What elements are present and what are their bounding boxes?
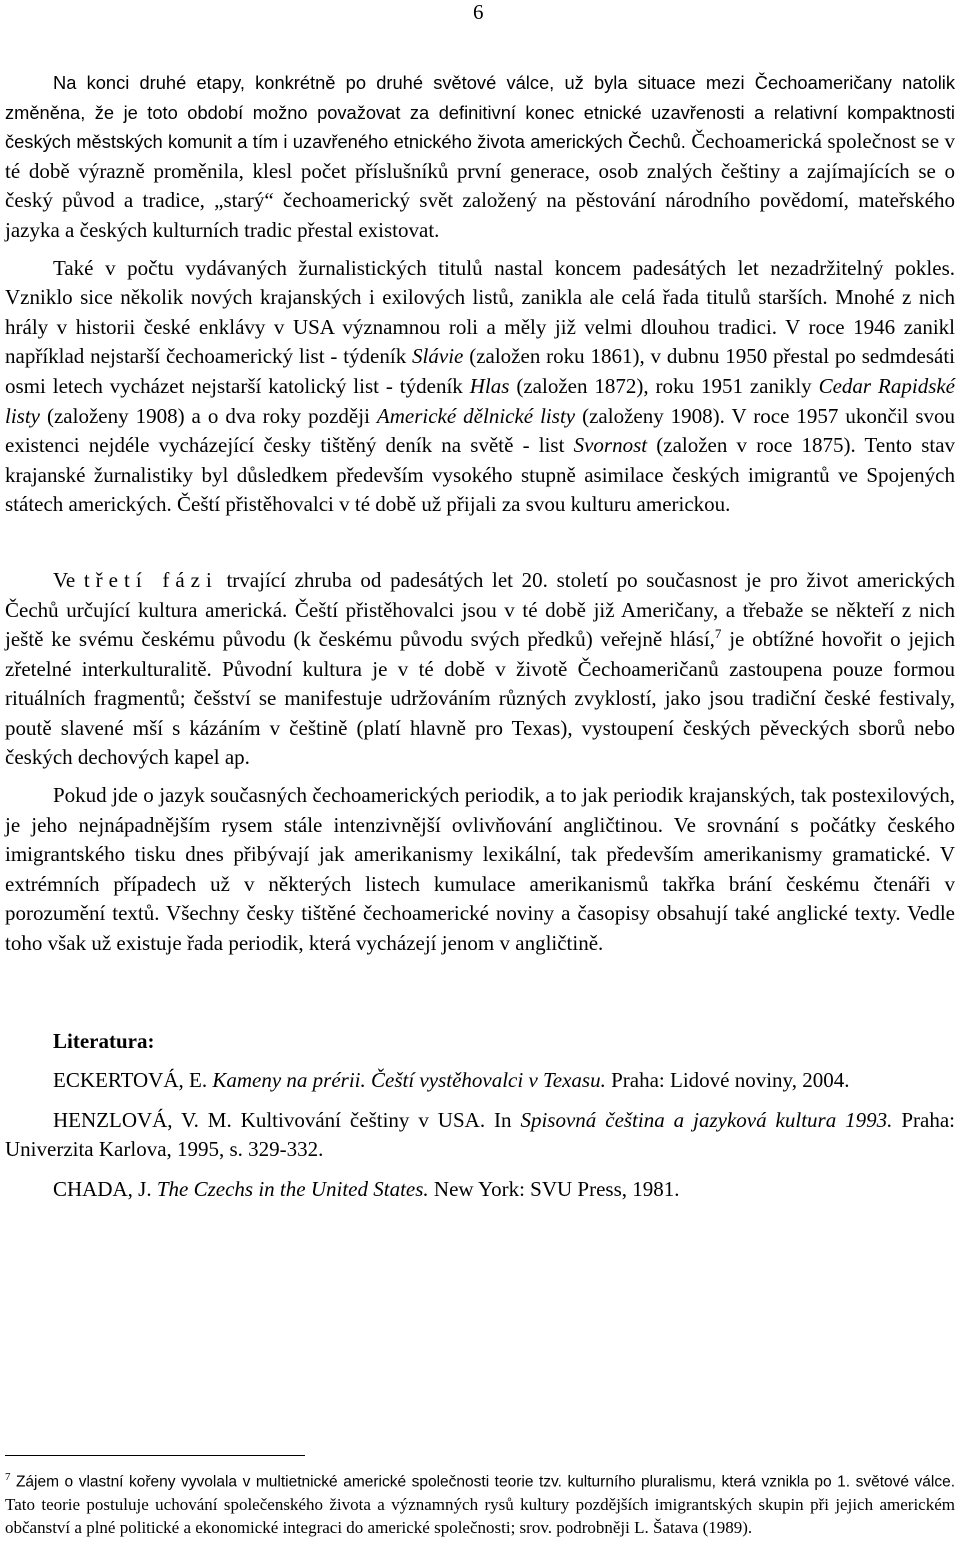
title-cedar-rapidske-listy: Cedar Rapidské listy — [5, 373, 956, 428]
reference-author: HENZLOVÁ, V. M. Kultivování češtiny v USA. In — [53, 1107, 512, 1132]
page-number: 6 — [473, 0, 484, 24]
paragraph-1 — [5, 68, 955, 246]
title-hlas: Hlas — [469, 373, 510, 398]
reference-title: Kameny na prérii. Čeští vystěhovalci v Texasu. — [212, 1068, 606, 1093]
reference-publisher: Praha: Lidové noviny, 2004. — [611, 1068, 850, 1093]
paragraph-2-text-a: Také v počtu vydávaných žurnalistických titulů nastal koncem padesátých let nezadržitelný pokles. Vzniklo sice několik nových krajanských i exilových listů, zanikla ale celá řada titulů starších. Mnohé z nich hrály v historii české enklávy v USA významnou roli a měly již velmi dlouhou tradici. V roce 1946 zanikl například nejstarší čechoamerický list - týdeník — [5, 255, 955, 369]
paragraph-2 — [5, 254, 955, 520]
paragraph-2-text-c: (založen 1872), roku 1951 zanikly — [516, 373, 812, 398]
reference-item — [5, 1175, 955, 1205]
reference-publisher: New York: SVU Press, 1981. — [433, 1177, 680, 1201]
reference-item — [5, 1106, 955, 1165]
reference-title: Spisovná čeština a jazyková kultura 1993. — [520, 1107, 893, 1132]
footnote-divider — [5, 1455, 305, 1456]
paragraph-2-text-e: (založeny 1908). V roce 1957 ukončil svou existenci nejdéle vycházející česky tištěný deník na světě - list — [5, 403, 956, 458]
reference-author: CHADA, J. — [53, 1177, 152, 1201]
footnote-serif-text: Tato teorie postuluje uchování společenského života a významných rysů kultury pozdějších imigrantských skupin při jejich americkém občanství a plné politické a ekonomické integraci do americké společnosti; srov. podrobněji L. Šatava (1989). — [5, 1495, 955, 1537]
reference-title: The Czechs in the United States. — [156, 1177, 429, 1201]
paragraph-2-text-b: (založen roku 1861), v dubnu 1950 přestal po sedmdesáti osmi letech vycházet nejstarší katolický list - týdeník — [5, 344, 956, 398]
paragraph-3-text-a: trvající zhruba od padesátých let 20. století po současnost je pro život amerických Čechů určující kultura americká. Čeští přistěhovalci jsou v té době již Američany, a třebaže se někteří z nich ještě ke svému českému původu (k českému původu svých předků) veřejně hlásí, — [5, 567, 956, 652]
paragraph-1-serif-text: Čechoamerická společnost se v té době výrazně proměnila, klesl počet příslušníků první generace, osob znalých češtiny a zajímajících se o český původ a tradice, „starý“ čechoamerický svět založený na pěstování národního povědomí, mateřského jazyka a českých kulturních tradic přestal existovat. — [5, 129, 956, 242]
main-text — [5, 68, 955, 1205]
paragraph-3-text-b: je obtížné hovořit o jejich zřetelné interkulturalitě. Původní kultura je v té době v životě Čechoameričanů zastoupena pouze formou rituálních fragmentů; češství se manifestuje udržováním různých zvyklostí, jako jsou tradiční české festivaly, poutě slavené mší s kázáním v češtině (platí hlavně pro Texas), vystoupení českých pěveckých sborů nebo českých dechových kapel ap. — [5, 627, 955, 770]
paragraph-1-sans-text: Na konci druhé etapy, konkrétně po druhé světové válce, už byla situace mezi Čechoameričany natolik změněna, že je toto období možno považovat za definitivní konec etnické uzavřenosti a relativní kompaktnosti českých městských komunit a tím i uzavřeného etnického života amerických Čechů. — [5, 72, 955, 153]
title-slavie: Slávie — [412, 344, 464, 369]
title-svornost: Svornost — [573, 433, 648, 458]
reference-author: ECKERTOVÁ, E. — [53, 1068, 208, 1093]
footnote-sans-text: Zájem o vlastní kořeny vyvolala v multietnické americké společnosti teorie tzv. kulturního pluralismu, která vznikla po 1. světové válce. — [15, 1473, 956, 1491]
literature-heading: Literatura: — [53, 1028, 155, 1053]
paragraph-2-text-f: (založen v roce 1875). Tento stav krajanské žurnalistiky byl důsledkem především vysokého stupně asimilace českých imigrantů ve Spojených státech amerických. Čeští přistěhovalci v té době už přijali za svou kulturu americkou. — [5, 433, 956, 517]
footnote — [5, 1466, 955, 1539]
reference-item — [5, 1066, 955, 1096]
footnote-number: 7 — [5, 1471, 11, 1483]
phase-label: třetí fázi — [83, 567, 218, 592]
reference-publisher: Praha: Univerzita Karlova, 1995, s. 329-332. — [5, 1107, 956, 1162]
paragraph-4: Pokud jde o jazyk současných čechoamerických periodik, a to jak periodik krajanských, tak postexilových, je jeho nejnápadnějším rysem stále intenzivnější ovlivňování angličtinou. Ve srovnání s počátky českého imigrantského tisku dnes přibývají jak amerikanismy lexikální, tak především amerikanismy gramatické. V extrémních případech už v některých listech kumulace amerikanismů takřka brání českému čtenáři v porozumění textů. Všechny česky tištěné čechoamerické noviny a časopisy obsahují také anglické texty. Vedle toho však už existuje řada periodik, která vycházejí jenom v angličtině. — [5, 783, 955, 956]
paragraph-3 — [5, 566, 955, 773]
footnote-reference[interactable]: 7 — [714, 626, 722, 642]
paragraph-3-ve: Ve — [53, 567, 76, 592]
title-americke-delnicke-listy: Americké dělnické listy — [376, 403, 576, 428]
paragraph-2-text-d: (založeny 1908) a o dva roky později — [46, 403, 370, 428]
